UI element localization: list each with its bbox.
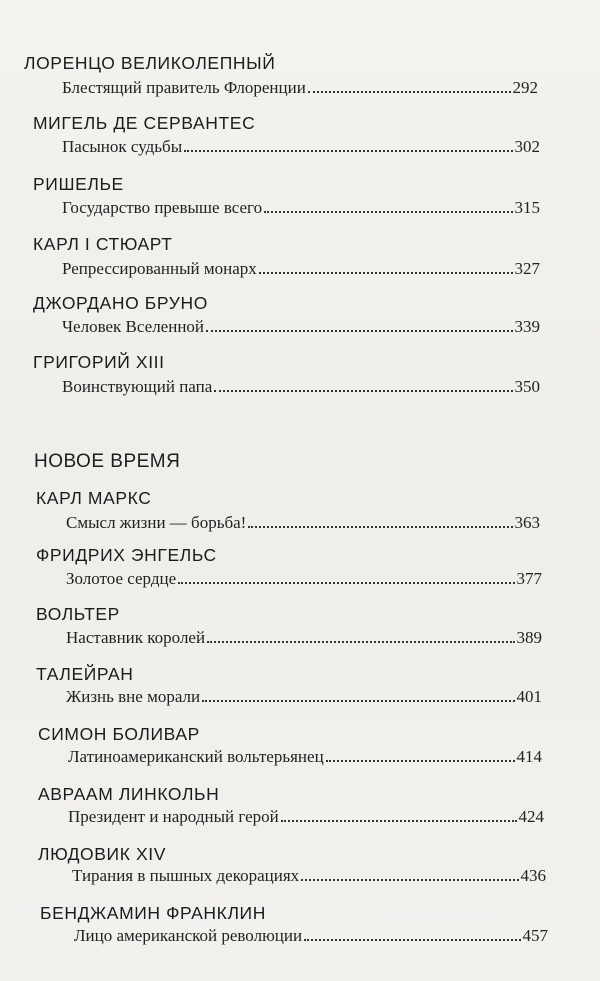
author-name: БЕНДЖАМИН ФРАНКЛИН: [40, 903, 266, 923]
chapter-title: Смысл жизни — борьба!: [66, 513, 247, 532]
section-heading: НОВОЕ ВРЕМЯ: [34, 451, 181, 472]
author-name: ВОЛЬТЕР: [36, 604, 120, 624]
chapter-title: Наставник королей: [66, 628, 206, 647]
author-name: ГРИГОРИЙ XIII: [33, 352, 165, 372]
leader-dots: [206, 329, 512, 332]
author-name: КАРЛ МАРКС: [36, 488, 152, 508]
page-number: 457: [522, 926, 548, 945]
author-name: ДЖОРДАНО БРУНО: [33, 293, 208, 313]
chapter-title: Человек Вселенной: [62, 317, 205, 336]
chapter-title: Жизнь вне морали: [66, 687, 201, 706]
leader-dots: [308, 90, 511, 93]
leader-dots: [326, 759, 515, 762]
chapter-line[interactable]: [66, 628, 542, 648]
chapter-line[interactable]: [62, 377, 540, 397]
page-number: 401: [516, 687, 542, 706]
author-name: АВРААМ ЛИНКОЛЬН: [38, 784, 220, 804]
author-name: ЛЮДОВИК XIV: [38, 844, 166, 864]
page-number: 414: [516, 747, 542, 766]
chapter-line[interactable]: [62, 78, 538, 98]
chapter-title: Государство превыше всего: [62, 198, 263, 217]
author-name: КАРЛ I СТЮАРТ: [33, 234, 173, 254]
chapter-line[interactable]: [66, 569, 542, 589]
author-name: ЛОРЕНЦО ВЕЛИКОЛЕПНЫЙ: [24, 53, 276, 73]
leader-dots: [259, 271, 513, 274]
chapter-line[interactable]: [62, 259, 540, 279]
chapter-line[interactable]: [66, 687, 542, 707]
page-number: 363: [514, 513, 540, 532]
page-number: 315: [514, 198, 540, 217]
page-number: 292: [512, 78, 538, 97]
page-number: 302: [514, 137, 540, 156]
chapter-line[interactable]: [62, 198, 540, 218]
page-number: 377: [516, 569, 542, 588]
leader-dots: [248, 525, 512, 528]
leader-dots: [202, 699, 514, 702]
chapter-title: Золотое сердце: [66, 569, 177, 588]
leader-dots: [184, 149, 512, 152]
chapter-title: Президент и народный герой: [68, 807, 279, 826]
page-number: 327: [514, 259, 540, 278]
leader-dots: [207, 640, 514, 643]
chapter-title: Пасынок судьбы: [62, 137, 183, 156]
page-number: 424: [518, 807, 544, 826]
page-number: 389: [516, 628, 542, 647]
leader-dots: [178, 581, 514, 584]
leader-dots: [214, 389, 512, 392]
author-name: СИМОН БОЛИВАР: [38, 724, 200, 744]
chapter-line[interactable]: [72, 866, 546, 886]
author-name: ТАЛЕЙРАН: [36, 664, 134, 684]
chapter-title: Воинствующий папа: [62, 377, 213, 396]
chapter-title: Лицо американской революции: [74, 926, 303, 945]
page-number: 436: [520, 866, 546, 885]
chapter-title: Репрессированный монарх: [62, 259, 257, 278]
author-name: РИШЕЛЬЕ: [33, 174, 124, 194]
leader-dots: [264, 210, 512, 213]
chapter-line[interactable]: [68, 807, 544, 827]
leader-dots: [301, 878, 518, 881]
author-name: ФРИДРИХ ЭНГЕЛЬС: [36, 545, 217, 565]
leader-dots: [304, 938, 520, 941]
page-number: 350: [514, 377, 540, 396]
chapter-title: Блестящий правитель Флоренции: [62, 78, 306, 97]
leader-dots: [281, 819, 517, 822]
chapter-title: Латиноамериканский вольтерьянец: [68, 747, 324, 766]
chapter-line[interactable]: [68, 747, 542, 767]
chapter-title: Тирания в пышных декорациях: [72, 866, 300, 885]
chapter-line[interactable]: [62, 137, 540, 157]
chapter-line[interactable]: [62, 317, 540, 337]
chapter-line[interactable]: [74, 926, 548, 946]
chapter-line[interactable]: [66, 513, 540, 533]
page-number: 339: [514, 317, 540, 336]
author-name: МИГЕЛЬ ДЕ СЕРВАНТЕС: [33, 113, 256, 133]
